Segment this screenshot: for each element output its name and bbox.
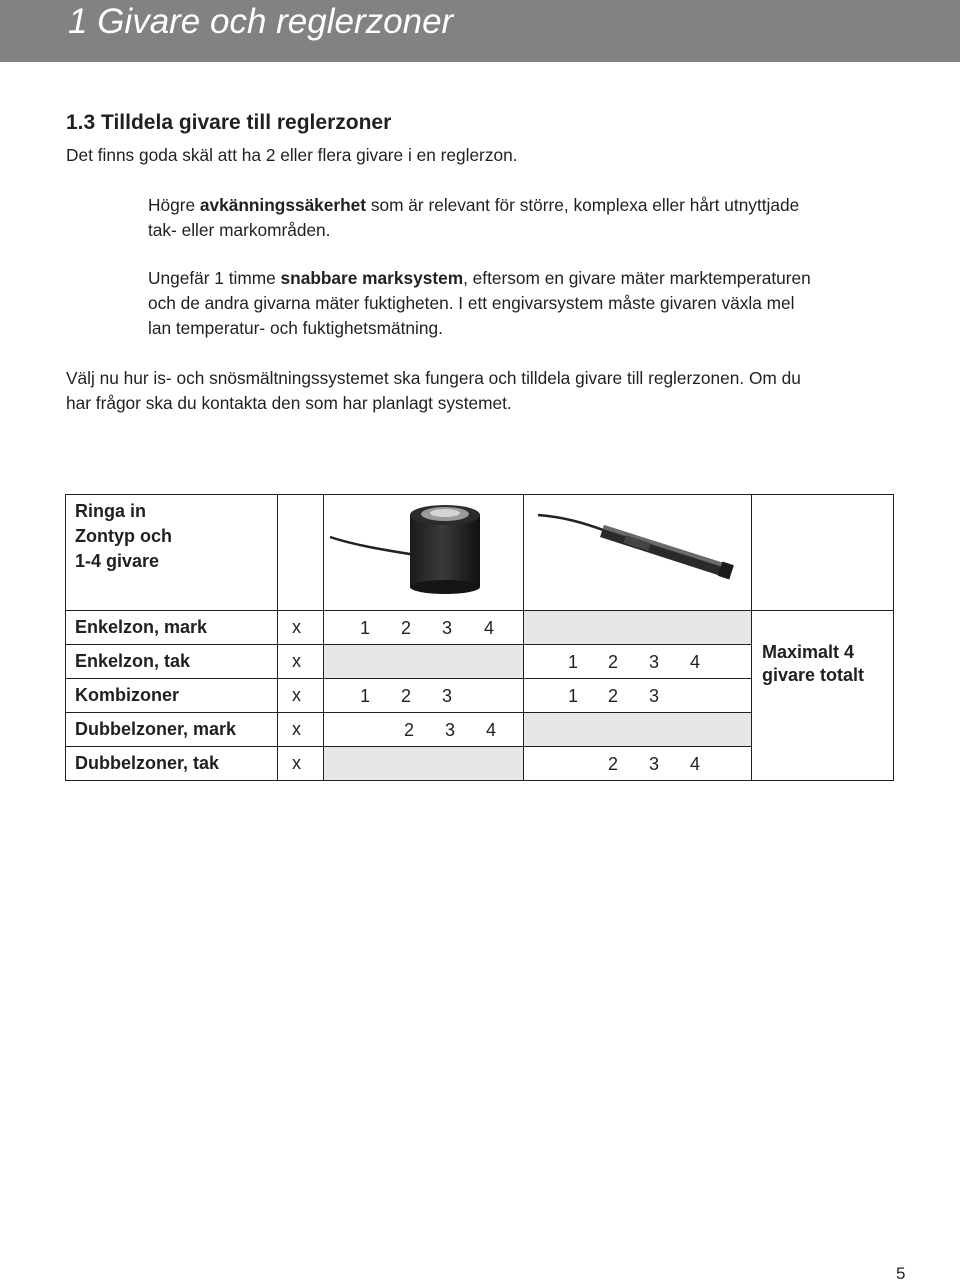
sensor-number: 2 [401,618,412,638]
sensor-number: 4 [484,618,495,638]
row-label: Kombizoner [66,679,278,713]
reason-1-pre: Högre [148,195,200,215]
header-right-cell [752,495,894,611]
sensor-number: 3 [442,686,453,706]
row-label: Enkelzon, tak [66,645,278,679]
roof-sensor-numbers-empty [524,611,752,645]
sensor-number: 4 [690,754,701,774]
sensor-number: 3 [649,652,660,672]
roof-sensor-numbers [524,645,752,679]
table-header-row [66,495,894,611]
reason-2-line-3: lan temperatur- och fuktighetsmätning. [148,318,443,338]
row-x-mark: x [278,645,324,679]
row-label: Dubbelzoner, mark [66,713,278,747]
row-x-mark: x [278,611,324,645]
header-blank-cell [278,495,324,611]
row-x-mark: x [278,747,324,781]
ground-sensor-numbers-empty [324,645,524,679]
max-note: Maximalt 4 givare totalt [762,642,865,685]
closing-line-2: har frågor ska du kontakta den som har planlagt systemet. [66,393,512,413]
reason-1-bold: avkänningssäkerhet [199,195,367,215]
page-number: 5 [896,1264,906,1283]
table-row [66,611,894,645]
sensor-number: 1 [568,652,579,672]
header-label: Ringa in Zontyp och 1-4 givare [75,501,172,571]
ground-sensor-numbers [324,611,524,645]
reason-1-line-1 [148,193,799,219]
sensor-number: 2 [608,754,619,774]
roof-sensor-numbers [524,747,752,781]
ground-sensor-numbers [324,713,524,747]
ground-sensor-numbers [324,679,524,713]
sensor-number: 2 [608,686,619,706]
ground-sensor-numbers-empty [324,747,524,781]
reason-2-bold: snabbare marksystem [280,268,464,288]
roof-sensor-numbers-empty [524,713,752,747]
section-title: 1.3 Tilldela givare till reglerzoner [66,111,392,134]
closing-line-1: Välj nu hur is- och snösmältningssystemet ska fungera och tilldela givare till reglerzonen. Om du [66,368,801,388]
chapter-header-bar [0,0,960,62]
intro-paragraph: Det finns goda skäl att ha 2 eller flera givare i en reglerzon. [66,145,518,165]
header-label-cell [66,495,278,611]
reason-2-line-2: och de andra givarna mäter fuktigheten. I ett engivarsystem måste givaren växla mel [148,293,795,313]
sensor-number: 3 [445,720,456,740]
chapter-title: 1 Givare och reglerzoner [68,2,454,41]
reason-2-line-1 [148,266,811,292]
sensor-number: 3 [442,618,453,638]
reason-2-pre: Ungefär 1 timme [148,268,281,288]
row-label: Dubbelzoner, tak [66,747,278,781]
reason-2-post: , eftersom en givare mäter marktemperaturen [463,268,811,288]
reason-1-post: som är relevant för större, komplexa eller hårt utnyttjade [366,195,800,215]
sensor-number: 2 [401,686,412,706]
roof-sensor-cell [524,495,752,611]
sensor-number: 4 [486,720,497,740]
sensor-number: 2 [404,720,415,740]
row-label: Enkelzon, mark [66,611,278,645]
sensor-number: 2 [608,652,619,672]
sensor-number: 1 [360,618,371,638]
sensor-number: 1 [360,686,371,706]
sensor-number: 1 [568,686,579,706]
reason-1-line-2: tak- eller markområden. [148,220,331,240]
sensor-number: 3 [649,686,660,706]
zone-sensor-table [65,494,894,781]
roof-sensor-icon [524,495,752,605]
max-note-cell [752,611,894,781]
ground-sensor-icon [324,495,524,605]
sensor-number: 4 [690,652,701,672]
row-x-mark: x [278,713,324,747]
roof-sensor-numbers [524,679,752,713]
row-x-mark: x [278,679,324,713]
sensor-number: 3 [649,754,660,774]
ground-sensor-cell [324,495,524,611]
